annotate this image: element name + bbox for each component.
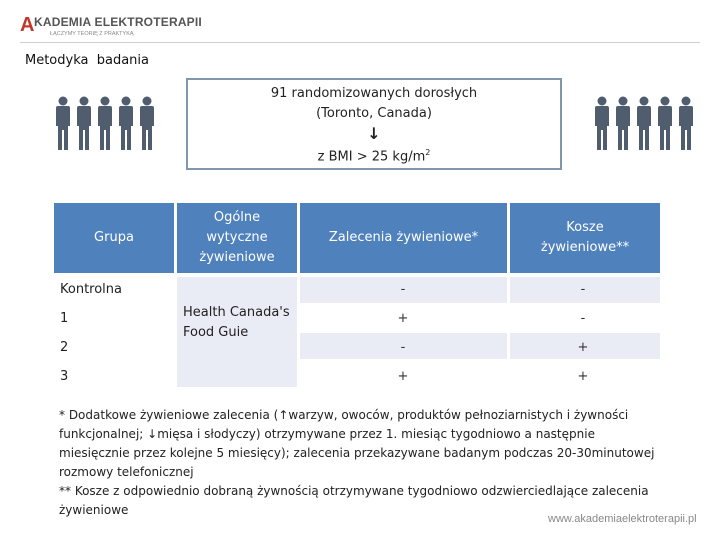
row-baskets: +	[577, 340, 589, 355]
header-group	[54, 203, 174, 273]
person-icon	[138, 96, 156, 151]
row-group: 1	[60, 311, 69, 326]
row-recommendations: -	[400, 340, 406, 355]
people-group-right	[593, 96, 695, 151]
header-group-label: Grupa	[94, 229, 134, 245]
row-group: Kontrolna	[60, 282, 122, 297]
row-recommendations: -	[400, 282, 406, 297]
row-baskets: -	[580, 311, 586, 326]
slide-heading: Metodyka badania	[25, 53, 149, 68]
row-group: 2	[60, 340, 69, 355]
down-arrow-icon: ↓	[147, 427, 158, 441]
person-icon	[54, 96, 72, 151]
footnote-1	[59, 406, 659, 482]
row-recommendations: +	[397, 311, 409, 326]
person-icon	[656, 96, 674, 151]
participants-location: (Toronto, Canada)	[316, 106, 432, 121]
up-arrow-icon: ↑	[278, 408, 289, 422]
header-baskets	[510, 203, 660, 273]
person-icon	[593, 96, 611, 151]
header-baskets-label: Kosze żywieniowe**	[540, 219, 630, 255]
footnotes	[59, 406, 659, 520]
person-icon	[677, 96, 695, 151]
logo-mark: A	[20, 14, 35, 36]
header-guidelines-label: Ogólne wytyczne żywieniowe	[199, 209, 275, 266]
header-recommendations	[300, 203, 507, 273]
person-icon	[614, 96, 632, 151]
person-icon	[635, 96, 653, 151]
people-group-left	[54, 96, 156, 151]
row-group: 3	[60, 369, 69, 384]
bmi-text: z BMI > 25 kg/m	[317, 149, 426, 165]
logo-tagline: ŁĄCZYMY TEORIĘ Z PRAKTYKĄ	[50, 31, 134, 37]
header-divider	[20, 42, 700, 43]
footnote-1-part-b: warzyw, owoców, produktów pełnoziarnistych i żywności funkcjonalnej;	[59, 408, 629, 441]
row-baskets: +	[577, 369, 589, 384]
row-recommendations: +	[397, 369, 409, 384]
footer-url: www.akademiaelektroterapii.pl	[548, 513, 697, 525]
participants-box	[186, 78, 562, 170]
person-icon	[117, 96, 135, 151]
person-icon	[96, 96, 114, 151]
header-guidelines	[177, 203, 297, 273]
footnote-2: ** Kosze z odpowiednio dobraną żywnością otrzymywane tygodniowo odzwierciedlające zalecenia żywieniowe	[59, 484, 649, 517]
bmi-superscript: 2	[425, 148, 431, 157]
logo	[20, 12, 202, 42]
row-baskets: -	[580, 282, 586, 297]
bmi-criterion	[188, 148, 560, 164]
header-recommendations-label: Zalecenia żywieniowe*	[328, 229, 479, 245]
guidelines-merged-text: Health Canada's Food Guie	[183, 305, 290, 340]
footnote-1-part-a: * Dodatkowe żywieniowe zalecenia (	[59, 408, 279, 422]
footnote-1-part-c: mięsa i słodyczy) otrzymywane przez 1. miesiąc tygodniowo a następnie miesięcznie przez kolejne 5 miesięcy); zalecenia przekazywane badanym podczas 20-30minutowej rozmowy telefonicznej	[59, 427, 655, 479]
participants-count: 91 randomizowanych dorosłych	[270, 86, 478, 101]
down-arrow-icon: ↓	[367, 124, 381, 143]
logo-title: KADEMIA ELEKTROTERAPII	[34, 15, 202, 29]
person-icon	[75, 96, 93, 151]
